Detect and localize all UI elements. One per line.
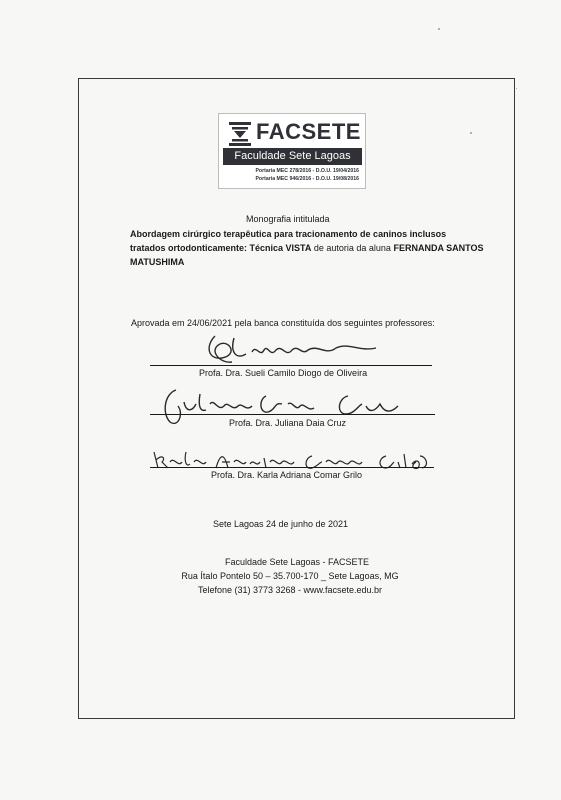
professor-3: Profa. Dra. Karla Adriana Comar Grilo <box>211 470 363 480</box>
scan-speck <box>438 28 440 30</box>
logo-brand: FACSETE <box>256 119 361 144</box>
title-line-1: Abordagem cirúrgico terapêutica para tracionamento de caninos inclusos <box>130 229 447 239</box>
signature-line-2 <box>150 414 435 415</box>
logo-subtitle: Faculdade Sete Lagoas <box>223 148 362 165</box>
title-line-2 <box>130 243 483 253</box>
student-name-part-2: MATUSHIMA <box>130 257 185 267</box>
professor-1: Profa. Dra. Sueli Camilo Diogo de Oliveira <box>199 368 368 378</box>
facsete-emblem-icon <box>229 122 251 146</box>
footer-line-1: Faculdade Sete Lagoas - FACSETE <box>224 557 370 567</box>
scan-speck <box>516 88 517 89</box>
logo-portaria-2: Portaria MEC 946/2016 - D.O.U. 19/08/2016 <box>255 176 359 182</box>
title-line-2-normal: de autoria da aluna <box>311 243 394 253</box>
scan-speck <box>470 132 472 134</box>
facsete-logo <box>218 113 366 189</box>
signature-1 <box>190 328 400 370</box>
heading: Monografia intitulada <box>246 214 330 224</box>
signature-line-3 <box>150 467 434 468</box>
student-name-part-1: FERNANDA SANTOS <box>393 243 484 253</box>
footer-line-2: Rua Ítalo Pontelo 50 – 35.700-170 _ Sete Lagoas, MG <box>181 571 399 581</box>
signature-3 <box>150 446 435 472</box>
professor-2: Profa. Dra. Juliana Daia Cruz <box>229 418 347 428</box>
approval-text: Aprovada em 24/06/2021 pela banca constituída dos seguintes professores: <box>131 318 435 328</box>
signature-line-1 <box>150 365 432 366</box>
logo-portaria-1: Portaria MEC 278/2016 - D.O.U. 19/04/2016 <box>255 168 359 174</box>
place-date: Sete Lagoas 24 de junho de 2021 <box>212 519 349 529</box>
footer-line-3: Telefone (31) 3773 3268 - www.facsete.edu.br <box>197 585 383 595</box>
title-line-2-bold: tratados ortodonticamente: Técnica VISTA <box>130 243 312 253</box>
